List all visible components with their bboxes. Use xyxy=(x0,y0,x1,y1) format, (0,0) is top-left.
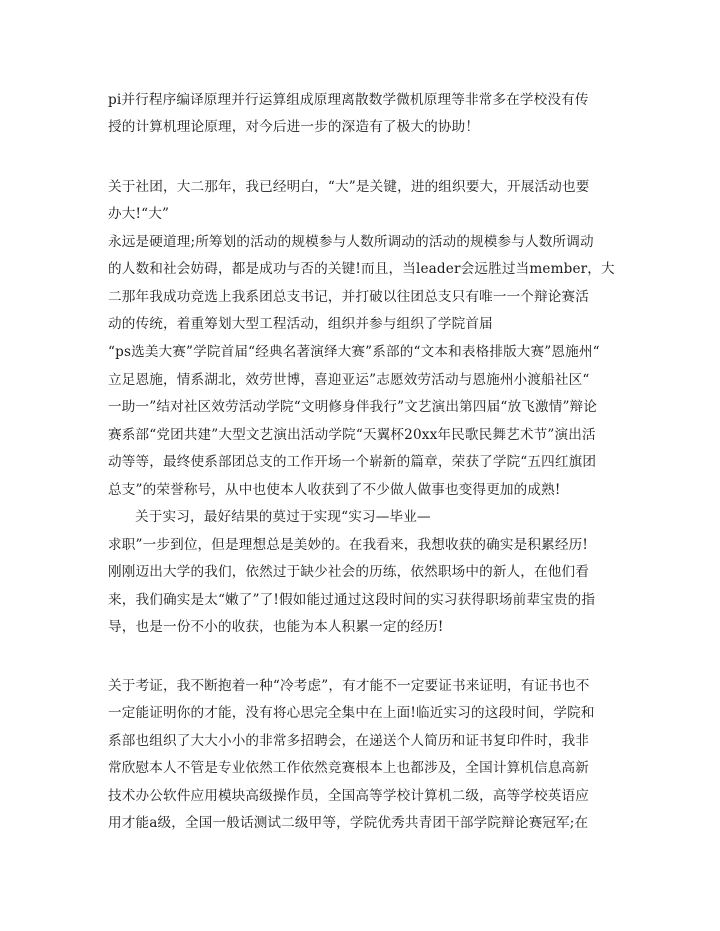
text-line: 用才能a级，全国一般话测试二级甲等，学院优秀共青团干部学院辩论赛冠军;在 xyxy=(108,815,589,831)
text-line: 技术办公软件应用模块高级操作员，全国高等学校计算机二级，高等学校英语应 xyxy=(108,788,590,804)
text-line: 立足恩施，情系湖北，效劳世博，喜迎亚运”志愿效劳活动与恩施州小渡船社区“ xyxy=(108,372,590,388)
text-line: “ps选美大赛”学院首届“经典名著演绎大赛”系部的“文本和表格排版大赛”恩施州“ xyxy=(108,344,600,360)
text-line: 刚刚迈出大学的我们，依然过于缺少社会的历练，依然职场中的新人，在他们看 xyxy=(108,564,590,580)
text-line: 总支”的荣誉称号，从中也使本人收获到了不少做人做事也变得更加的成熟! xyxy=(108,482,561,498)
text-line: 一定能证明你的才能，没有将心思完全集中在上面!临近实习的这段时间，学院和 xyxy=(108,705,595,721)
text-line: 关于社团，大二那年，我已经明白，“大”是关键，进的组织要大，开展活动也要 xyxy=(108,179,590,195)
text-line: 二那年我成功竞选上我系团总支书记，并打破以往团总支只有唯一一个辩论赛活 xyxy=(108,289,590,305)
text-line: 永远是硬道理;所筹划的活动的规模参与人数所调动的活动的规模参与人数所调动 xyxy=(108,234,594,250)
text-line: 一助一”结对社区效劳活动学院“文明修身伴我行”文艺演出第四届“放飞激情”辩论 xyxy=(108,399,598,415)
text-line: 赛系部“党团共建”大型文艺演出活动学院“天翼杯20xx年民歌民舞艺术节”演出活 xyxy=(108,427,596,443)
text-line: 导，也是一份不小的收获，也能为本人积累一定的经历! xyxy=(108,619,444,635)
text-line: 来，我们确实是太“嫩了”了!假如能过通过这段时间的实习获得职场前辈宝贵的指 xyxy=(108,592,596,608)
text-line: 求职”一步到位，但是理想总是美妙的。在我看来，我想收获的确实是积累经历! xyxy=(108,537,588,553)
text-line: 授的计算机理论原理，对今后进一步的深造有了极大的协助！ xyxy=(108,119,480,135)
text-line: 系部也组织了大大小小的非常多招聘会，在递送个人简历和证书复印件时，我非 xyxy=(108,733,590,749)
text-line: 关于考证，我不断抱着一种“冷考虑”，有才能不一定要证书来证明，有证书也不 xyxy=(108,678,590,694)
text-line: pi并行程序编译原理并行运算组成原理离散数学微机原理等非常多在学校没有传 xyxy=(108,92,589,108)
text-line: 常欣慰本人不管是专业依然工作依然竞赛根本上也都涉及，全国计算机信息高新 xyxy=(108,760,590,776)
text-line: 动的传统，着重筹划大型工程活动，组织并参与组织了学院首届 xyxy=(108,316,493,332)
text-line: 动等等，最终使系部团总支的工作开场一个崭新的篇章，荣获了学院“五四红旗团 xyxy=(108,454,597,470)
text-line: 关于实习，最好结果的莫过于实现“实习—毕业— xyxy=(135,509,431,525)
text-line: 办大!“大” xyxy=(108,206,170,222)
text-line: 的人数和社会妨碍，都是成功与否的关键!而且，当leader会远胜过当member，大 xyxy=(108,261,615,277)
